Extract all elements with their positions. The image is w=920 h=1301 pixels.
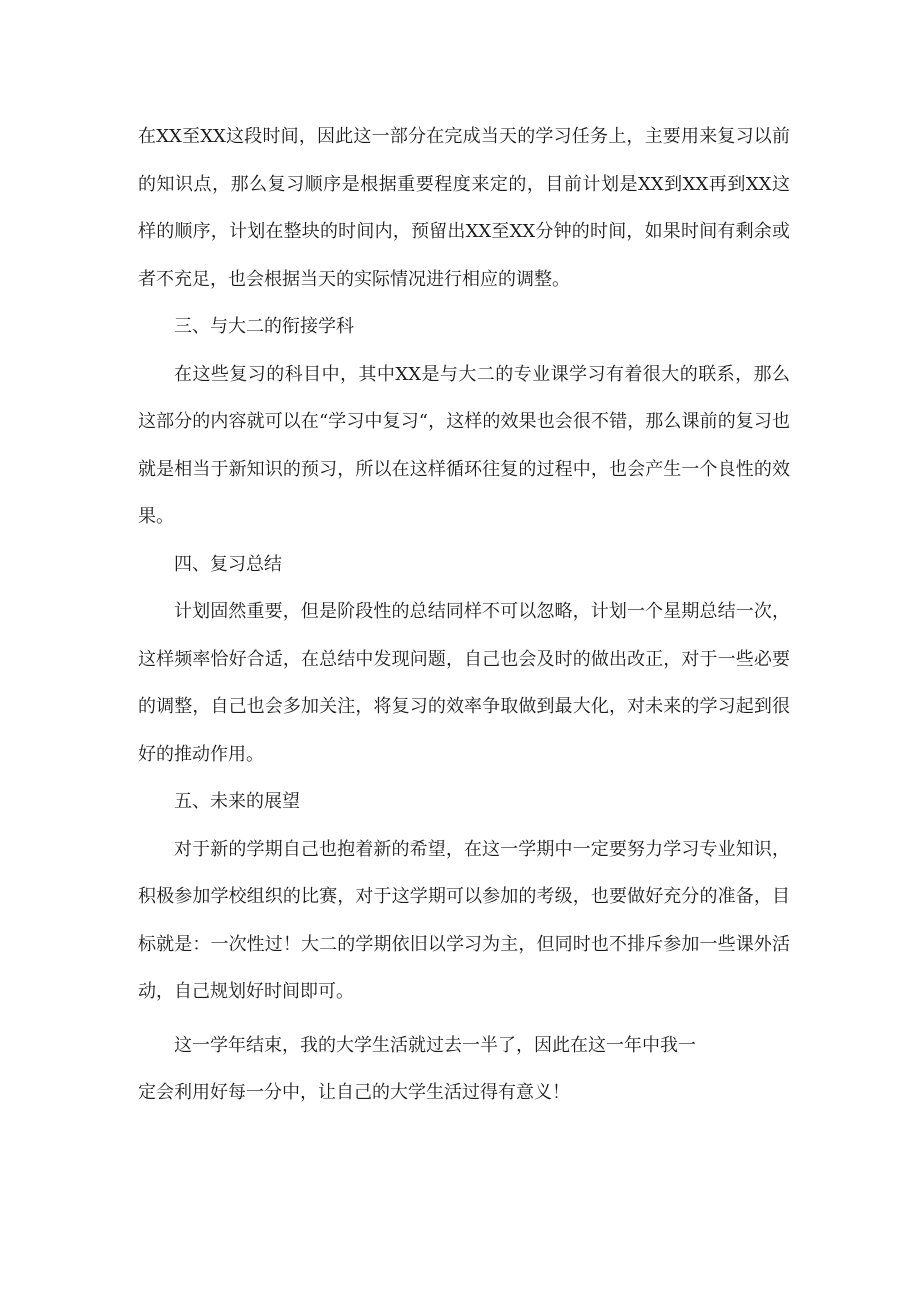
document-body (138, 113, 790, 1117)
closing-line: 这一学年结束，我的大学生活就过去一半了，因此在这一年中我一 (174, 1034, 696, 1056)
heading-review-summary: 四、复习总结 (174, 553, 282, 575)
heading-sophomore-subjects: 三、与大二的衔接学科 (174, 316, 354, 337)
closing-paragraph (138, 1022, 790, 1117)
paragraph-review-schedule: 在XX至XX这段时间，因此这一部分在完成当天的学习任务上，主要用来复习以前的知识点，那么复习顺序是根据重要程度来定的，目前计划是XX到XX再到XX这样的顺序，计划在整块的时间内，预留出XX至XX分钟的时间，如果时间有剩余或者不充足，也会根据当天的实际情况进行相应的调整。 (138, 126, 790, 290)
paragraph-review-summary: 计划固然重要，但是阶段性的总结同样不可以忽略，计划一个星期总结一次，这样频率恰好合适，在总结中发现问题，自己也会及时的做出改正，对于一些必要的调整，自己也会多加关注，将复习的效率争取做到最大化，对未来的学习起到很好的推动作用。 (138, 601, 790, 765)
paragraph-sophomore-subjects: 在这些复习的科目中，其中XX是与大二的专业课学习有着很大的联系，那么这部分的内容就可以在“学习中复习“，这样的效果也会很不错，那么课前的复习也就是相当于新知识的预习，所以在这样循环往复的过程中，也会产生一个良性的效果。 (138, 363, 790, 527)
heading-future-outlook: 五、未来的展望 (174, 791, 300, 812)
closing-line: 定会利用好每一分中，让自己的大学生活过得有意义！ (138, 1082, 570, 1103)
paragraph-future-outlook: 对于新的学期自己也抱着新的希望，在这一学期中一定要努力学习专业知识，积极参加学校组织的比赛，对于这学期可以参加的考级，也要做好充分的准备，目标就是：一次性过！大二的学期依旧以学习为主，但同时也不排斥参加一些课外活动，自己规划好时间即可。 (138, 838, 790, 1002)
